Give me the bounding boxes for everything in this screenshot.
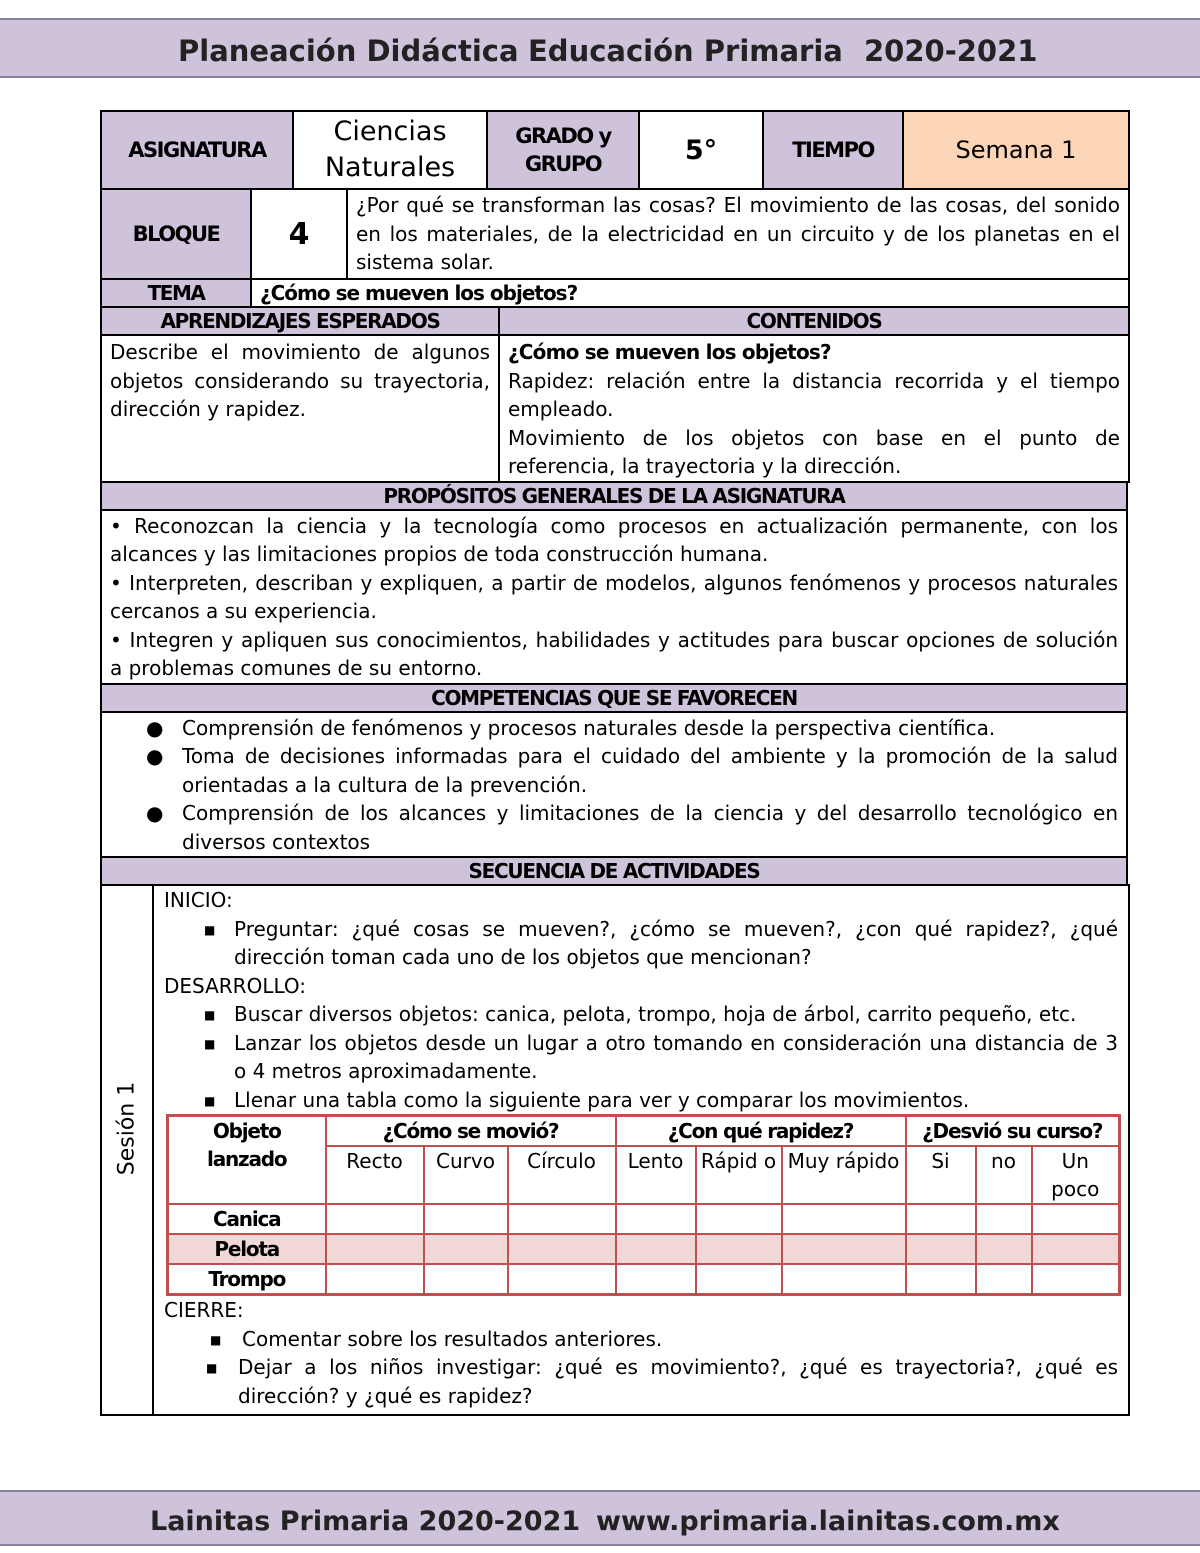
table-cell[interactable] — [976, 1234, 1032, 1264]
subheader-no: no — [976, 1146, 1032, 1204]
table-cell[interactable] — [508, 1204, 616, 1234]
cierre-item: ■ Dejar a los niños investigar: ¿qué es movimiento?, ¿qué es trayectoria?, ¿qué es dirección? y ¿qué es rapidez? — [206, 1355, 1118, 1408]
propositos-header: PROPÓSITOS GENERALES DE LA ASIGNATURA — [101, 482, 1127, 510]
table-cell[interactable] — [906, 1234, 976, 1264]
table-cell[interactable] — [976, 1204, 1032, 1234]
table-cell[interactable] — [1032, 1234, 1120, 1264]
square-bullet-icon: ■ — [206, 1361, 218, 1375]
contenidos-cell — [499, 335, 1129, 482]
table-cell[interactable] — [906, 1264, 976, 1295]
propositos-cell — [101, 510, 1127, 684]
proposito-item: • Reconozcan la ciencia y la tecnología como procesos en actualización permanente, con los alcances y las limitaciones propios de toda construcción humana. — [110, 513, 1118, 566]
subheader-rapido: Rápid o — [696, 1146, 782, 1204]
table-row — [168, 1264, 1120, 1295]
table-cell[interactable] — [616, 1204, 696, 1234]
table-cell[interactable] — [782, 1204, 906, 1234]
group-header-movio: ¿Cómo se movió? — [326, 1116, 616, 1147]
table-cell[interactable] — [508, 1264, 616, 1295]
subheader-muy-rapido: Muy rápido — [782, 1146, 906, 1204]
subheader-circulo: Círculo — [508, 1146, 616, 1204]
grado-label: GRADO y GRUPO — [487, 111, 639, 189]
table-cell[interactable] — [696, 1234, 782, 1264]
table-cell[interactable] — [616, 1234, 696, 1264]
table-cell[interactable] — [424, 1264, 508, 1295]
table-row — [168, 1234, 1120, 1264]
table-cell[interactable] — [1032, 1204, 1120, 1234]
proposito-item: • Interpreten, describan y expliquen, a partir de modelos, algunos fenómenos y procesos naturales cercanos a su experiencia. — [110, 570, 1118, 623]
bloque-label: BLOQUE — [101, 189, 251, 279]
subheader-lento: Lento — [616, 1146, 696, 1204]
table-cell[interactable] — [326, 1234, 424, 1264]
row-label-pelota: Pelota — [168, 1234, 326, 1264]
contenidos-header: CONTENIDOS — [499, 307, 1129, 335]
header-year: 2020-2021 — [864, 34, 1038, 68]
competencia-item: ● Comprensión de fenómenos y procesos naturales desde la perspectiva científica. — [182, 714, 1118, 743]
session-label: Sesión 1 — [114, 1081, 140, 1176]
contenidos-line1: Rapidez: relación entre la distancia recorrida y el tiempo empleado. — [508, 368, 1120, 421]
inicio-item: ■ Preguntar: ¿qué cosas se mueven?, ¿cómo se mueven?, ¿con qué rapidez?, ¿qué dirección toman cada uno de los objetos que mencionan? — [204, 916, 1118, 969]
square-bullet-icon: ■ — [204, 1093, 216, 1108]
competencia-item: ● Toma de decisiones informadas para el cuidado del ambiente y la promoción de la salud orientadas a la cultura de la prevención. — [146, 744, 1118, 797]
subheader-recto: Recto — [326, 1146, 424, 1204]
competencias-header: COMPETENCIAS QUE SE FAVORECEN — [101, 684, 1127, 712]
aprendizajes-text: Describe el movimiento de algunos objetos considerando su trayectoria, dirección y rapidez. — [101, 335, 499, 482]
table-cell[interactable] — [696, 1204, 782, 1234]
table-cell[interactable] — [424, 1234, 508, 1264]
bloque-value: 4 — [251, 189, 347, 279]
contenidos-title: ¿Cómo se mueven los objetos? — [508, 340, 831, 364]
secuencia-header: SECUENCIA DE ACTIVIDADES — [101, 857, 1127, 885]
table-cell[interactable] — [696, 1264, 782, 1295]
square-bullet-icon: ■ — [210, 1332, 222, 1347]
desarrollo-item: ■ Llenar una tabla como la siguiente para ver y comparar los movimientos. — [164, 1086, 1118, 1115]
header-banner — [0, 18, 1200, 78]
footer-banner — [0, 1490, 1200, 1546]
objeto-header: Objeto lanzado — [168, 1116, 326, 1205]
table-cell[interactable] — [508, 1234, 616, 1264]
bloque-description: ¿Por qué se transforman las cosas? El movimiento de las cosas, del sonido en los materiales, de la electricidad en un circuito y de los planetas en el sistema solar. — [347, 189, 1129, 279]
table-cell[interactable] — [782, 1234, 906, 1264]
observation-table — [166, 1114, 1121, 1296]
footer-left: Lainitas Primaria 2020-2021 — [150, 1506, 581, 1537]
competencias-cell — [101, 712, 1127, 858]
table-cell[interactable] — [782, 1264, 906, 1295]
desarrollo-item: ■ Lanzar los objetos desde un lugar a otro tomando en consideración una distancia de 3 o 4 metros aproximadamente. — [204, 1030, 1118, 1083]
table-cell[interactable] — [424, 1204, 508, 1234]
tiempo-value: Semana 1 — [903, 111, 1129, 189]
asignatura-label: ASIGNATURA — [101, 111, 293, 189]
desarrollo-item: ■ Buscar diversos objetos: canica, pelota, trompo, hoja de árbol, carrito pequeño, etc. — [164, 1000, 1118, 1029]
footer-url[interactable]: www.primaria.lainitas.com.mx — [596, 1506, 1060, 1537]
secuencia-cell — [153, 885, 1129, 1415]
table-cell[interactable] — [906, 1204, 976, 1234]
header-title: Planeación Didáctica — [178, 34, 519, 68]
inicio-label: INICIO: — [164, 888, 233, 912]
contenidos-line2: Movimiento de los objetos con base en el punto de referencia, la trayectoria y la dirección. — [508, 425, 1120, 478]
bullet-icon: ● — [146, 801, 164, 825]
tiempo-label: TIEMPO — [763, 111, 903, 189]
proposito-item: • Integren y apliquen sus conocimientos, habilidades y actitudes para buscar opciones de solución a problemas comunes de su entorno. — [110, 627, 1118, 680]
table-cell[interactable] — [326, 1264, 424, 1295]
table-cell[interactable] — [616, 1264, 696, 1295]
subheader-si: Si — [906, 1146, 976, 1204]
cierre-label: CIERRE: — [164, 1298, 244, 1322]
row-label-canica: Canica — [168, 1204, 326, 1234]
tema-label: TEMA — [101, 279, 251, 307]
bullet-icon: ● — [146, 715, 164, 740]
table-cell[interactable] — [1032, 1264, 1120, 1295]
square-bullet-icon: ■ — [204, 1008, 216, 1022]
aprendizajes-header: APRENDIZAJES ESPERADOS — [101, 307, 499, 335]
cierre-item: ■ Comentar sobre los resultados anteriores. — [164, 1325, 1118, 1354]
table-cell[interactable] — [326, 1204, 424, 1234]
square-bullet-icon: ■ — [204, 922, 216, 937]
table-cell[interactable] — [976, 1264, 1032, 1295]
desarrollo-label: DESARROLLO: — [164, 973, 307, 998]
tema-value: ¿Cómo se mueven los objetos? — [251, 279, 1129, 307]
group-header-desvio: ¿Desvió su curso? — [906, 1116, 1120, 1147]
subheader-curvo: Curvo — [424, 1146, 508, 1204]
group-header-rapidez: ¿Con qué rapidez? — [616, 1116, 906, 1147]
subheader-un-poco: Un poco — [1032, 1146, 1120, 1204]
planning-table — [100, 110, 1128, 1416]
bullet-icon: ● — [146, 744, 164, 768]
grado-value: 5° — [639, 111, 763, 189]
header-level: Educación Primaria — [528, 34, 843, 68]
row-label-trompo: Trompo — [168, 1264, 326, 1295]
table-row — [168, 1204, 1120, 1234]
square-bullet-icon: ■ — [204, 1036, 216, 1051]
asignatura-value: Ciencias Naturales — [293, 111, 487, 189]
session-label-cell — [101, 885, 153, 1415]
competencia-item: ● Comprensión de los alcances y limitaciones de la ciencia y del desarrollo tecnológico en diversos contextos — [146, 801, 1118, 854]
